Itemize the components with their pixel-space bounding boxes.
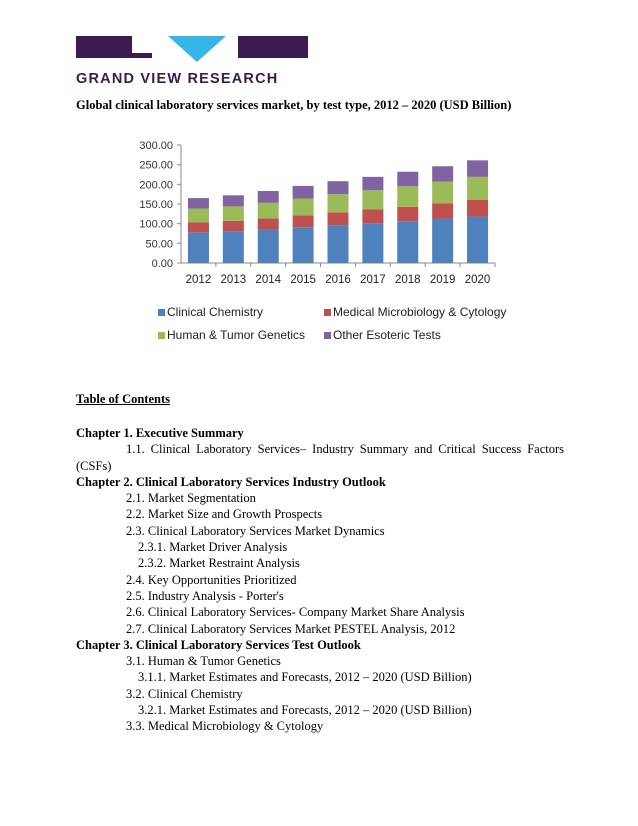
toc-entry: 3.1. Human & Tumor Genetics	[126, 654, 281, 669]
logo-wordmark: GRAND VIEW RESEARCH	[76, 71, 279, 87]
bar-segment	[362, 177, 383, 190]
legend-swatch	[158, 332, 165, 339]
toc-entry: (CSFs)	[76, 458, 112, 473]
toc-entry: 3.3. Medical Microbiology & Cytology	[126, 719, 324, 734]
legend-label: Human & Tumor Genetics	[167, 328, 306, 342]
bar-segment	[397, 207, 418, 222]
toc-entry: 3.2. Clinical Chemistry	[126, 686, 243, 701]
legend-swatch	[324, 332, 331, 339]
toc-entry: 2.3.1. Market Driver Analysis	[138, 540, 288, 555]
toc-entry: 2.4. Key Opportunities Prioritized	[126, 572, 297, 587]
legend-swatch	[158, 309, 165, 316]
y-tick-label: 150.00	[139, 199, 173, 211]
table-of-contents	[76, 425, 564, 735]
bar-segment	[328, 194, 349, 212]
toc-entry: 2.1. Market Segmentation	[126, 491, 256, 506]
legend-label: Medical Microbiology & Cytology	[333, 305, 507, 319]
toc-heading: Table of Contents	[76, 392, 170, 406]
bar-segment	[328, 225, 349, 263]
bar-segment	[188, 232, 209, 263]
stacked-bar-chart	[0, 0, 638, 360]
y-tick-label: 50.00	[145, 238, 173, 251]
toc-chapter: Chapter 2. Clinical Laboratory Services Industry Outlook	[76, 474, 386, 489]
bar-segment	[188, 209, 209, 223]
toc-entry: 2.3.2. Market Restraint Analysis	[138, 556, 300, 571]
toc-entry: 3.1.1. Market Estimates and Forecasts, 2012 – 2020 (USD Billion)	[138, 670, 472, 685]
toc-entry: 2.7. Clinical Laboratory Services Market PESTEL Analysis, 2012	[126, 621, 456, 636]
x-tick-label: 2018	[394, 274, 421, 286]
x-tick-label: 2020	[464, 274, 491, 286]
toc-entry: 2.5. Industry Analysis - Porter's	[126, 588, 284, 603]
toc-entry: 3.2.1. Market Estimates and Forecasts, 2012 – 2020 (USD Billion)	[138, 703, 472, 718]
legend-swatch	[324, 309, 331, 316]
bar-segment	[432, 219, 453, 263]
bar-segment	[223, 206, 244, 221]
figure-title: Global clinical laboratory services market, by test type, 2012 – 2020 (USD Billion)	[76, 98, 512, 112]
bar-segment	[293, 227, 314, 263]
toc-entry: 2.3. Clinical Laboratory Services Market Dynamics	[126, 523, 385, 538]
x-tick-label: 2017	[360, 274, 386, 286]
bar-segment	[258, 230, 279, 263]
y-tick-label: 100.00	[139, 218, 173, 231]
x-tick-label: 2015	[290, 274, 316, 286]
bar-segment	[432, 166, 453, 181]
bar-segment	[293, 198, 314, 215]
bar-segment	[258, 219, 279, 230]
x-tick-label: 2016	[325, 274, 351, 286]
bar-segment	[432, 203, 453, 218]
bar-segment	[223, 221, 244, 231]
bar-segment	[223, 231, 244, 263]
bar-segment	[397, 221, 418, 263]
toc-chapter: Chapter 3. Clinical Laboratory Services Test Outlook	[76, 637, 361, 652]
bar-segment	[258, 203, 279, 219]
bar-segment	[293, 215, 314, 227]
bar-segment	[362, 210, 383, 224]
x-tick-label: 2019	[429, 274, 456, 286]
bar-segment	[467, 217, 488, 263]
bar-segment	[188, 222, 209, 232]
x-tick-label: 2014	[255, 274, 282, 286]
toc-chapter: Chapter 1. Executive Summary	[76, 426, 244, 440]
x-tick-label: 2013	[220, 274, 247, 286]
legend-label: Other Esoteric Tests	[333, 328, 441, 342]
y-tick-label: 250.00	[139, 159, 173, 172]
bar-segment	[467, 177, 488, 200]
bar-segment	[362, 223, 383, 263]
y-tick-label: 200.00	[139, 179, 173, 192]
bar-segment	[293, 186, 314, 199]
bar-segment	[397, 186, 418, 206]
toc-entry: 2.2. Market Size and Growth Prospects	[126, 507, 323, 522]
y-tick-label: 0.00	[151, 258, 173, 270]
bar-segment	[397, 172, 418, 187]
bar-segment	[328, 212, 349, 225]
y-tick-label: 300.00	[139, 140, 173, 152]
bar-segment	[362, 190, 383, 209]
toc-entry: 1.1. Clinical Laboratory Services– Industry Summary and Critical Success Factors	[126, 442, 564, 457]
x-tick-label: 2012	[185, 274, 212, 286]
bar-segment	[467, 200, 488, 217]
toc-entry: 2.6. Clinical Laboratory Services- Company Market Share Analysis	[126, 605, 465, 620]
bar-segment	[258, 191, 279, 203]
bar-segment	[467, 160, 488, 177]
bar-segment	[188, 198, 209, 209]
bar-segment	[328, 181, 349, 194]
bar-segment	[432, 182, 453, 204]
legend-label: Clinical Chemistry	[167, 305, 264, 319]
bar-segment	[223, 195, 244, 206]
